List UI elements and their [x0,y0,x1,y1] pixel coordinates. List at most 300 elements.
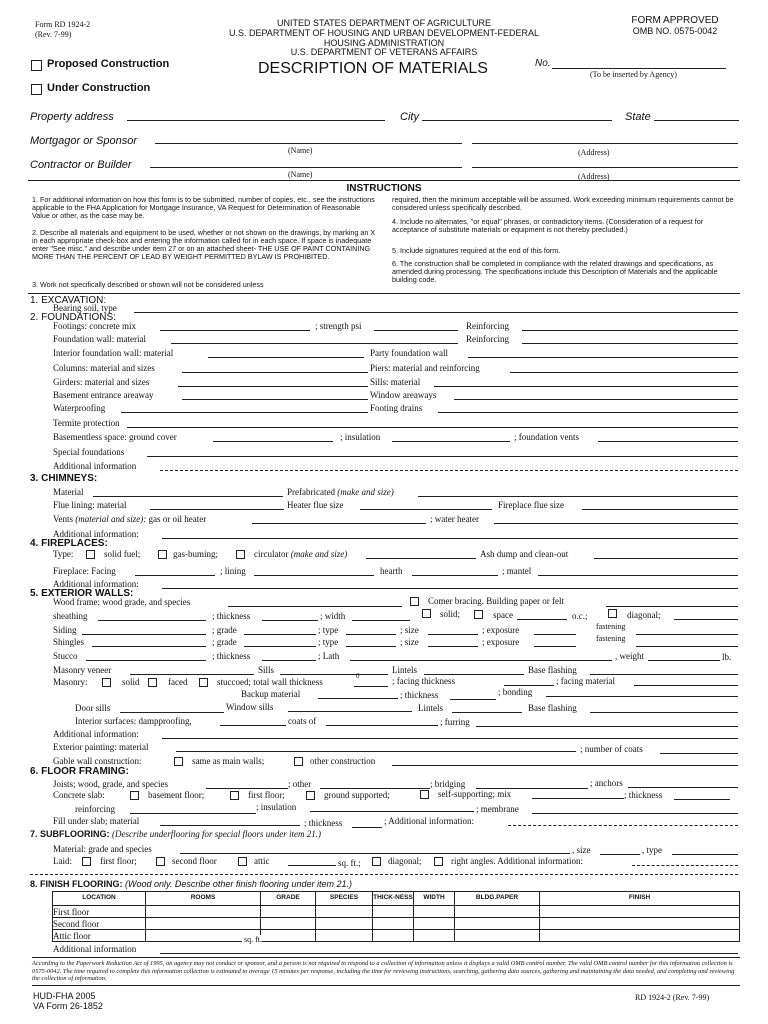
exterior-walls-title: 5. EXTERIOR WALLS: [30,588,134,599]
wall-reinforcing-field[interactable] [522,343,738,344]
finish-flooring-note: (Wood only. Describe other finish flooring under item 21.) [125,879,352,889]
hearth-label: hearth [380,566,403,576]
exterior-painting-label: Exterior painting: material [53,742,149,752]
laid-diagonal-checkbox[interactable] [372,857,381,866]
piers-label: Piers: material and reinforcing [370,363,480,373]
chimneys-additional-field[interactable] [162,538,738,539]
termite-field[interactable] [127,427,738,428]
ash-dump-label: Ash dump and clean-out [480,549,569,559]
vents-text: Vents [53,514,73,524]
ash-dump-field[interactable] [594,558,738,559]
wall-thickness-field[interactable] [354,686,388,687]
masonry-label: Masonry: [53,677,88,687]
slab-insulation-label: ; insulation [256,802,297,812]
sheathing-thickness-field[interactable] [262,620,318,621]
number-note: (To be inserted by Agency) [590,70,677,79]
instruction-5: 5. Include signatures required at the end of this form. [392,246,561,255]
fireplaces-title: 4. FIREPLACES: [30,538,108,549]
water-heater-label: ; water heater [430,514,479,524]
sheathing-diagonal-field[interactable] [674,619,738,620]
cell-grade[interactable] [261,918,316,930]
proposed-construction-checkbox[interactable] [31,60,42,71]
shingles-type-field[interactable] [346,646,396,647]
wood-frame-label: Wood frame: wood grade, and species [53,597,191,607]
contractor-name-field[interactable] [150,167,462,168]
flooring-additional-label: Additional information [53,944,137,954]
sheathing-width-label: ; width [320,611,346,621]
corner-bracing-checkbox[interactable] [410,597,419,606]
veneer-lintels-field[interactable] [424,674,524,675]
mortgagor-label: Mortgagor or Sponsor [30,135,137,147]
rd-form-footer: RD 1924-2 (Rev. 7-99) [635,993,710,1002]
masonry-solid-label: solid [122,677,140,687]
first-floor-slab-label: first floor; [248,790,285,800]
ground-supported-checkbox[interactable] [306,791,315,800]
stucco-field[interactable] [86,660,206,661]
under-construction-checkbox[interactable] [31,84,42,95]
gas-heater-text: gas or oil heater [148,514,207,524]
row-first-floor: First floor [53,906,146,918]
interior-foundation-label: Interior foundation wall: material [53,348,174,358]
shingles-grade-label: ; grade [212,637,237,647]
fill-thickness-field[interactable] [352,827,382,828]
shingles-field[interactable] [92,646,206,647]
lintels-label: Lintels [418,703,443,713]
shingles-exposure-label: ; exposure [482,637,520,647]
furring-field[interactable] [476,726,738,727]
laid-first-floor-checkbox[interactable] [82,857,91,866]
framing-additional-field[interactable] [508,825,738,826]
siding-label: Siding [53,625,77,635]
same-as-main-label: same as main walls; [192,756,265,766]
slab-insulation-field[interactable] [310,811,474,812]
coats-of-label: coats of [288,716,317,726]
bonding-label: ; bonding [498,687,533,697]
va-form-number: VA Form 26-1852 [33,1001,103,1011]
chimneys-title: 3. CHIMNEYS: [30,473,98,484]
areaway-field[interactable] [182,399,368,400]
weight-field[interactable] [648,660,720,661]
subfloor-material-label: Material: grade and species [53,844,152,854]
gable-wall-label: Gable wall construction: [53,756,142,766]
rule [28,293,740,294]
door-sills-label: Door sills [75,703,111,713]
walls-additional-field[interactable] [162,738,738,739]
agency-line-4: U.S. DEPARTMENT OF VETERANS AFFAIRS [290,47,478,57]
strength-label: ; strength psi [315,321,362,331]
framing-additional-label: ; Additional information: [384,816,474,826]
subfloor-material-field[interactable] [180,853,570,854]
instruction-3-cont: required, then the minimum acceptable will be assumed. Work exceeding minimum requirements cannot be considered unless specifically described. [392,195,734,212]
veneer-lintels-label: Lintels [392,665,417,675]
subfloor-size-label: , size [572,845,591,855]
window-areaways-label: Window areaways [370,390,437,400]
facing-field[interactable] [135,575,215,576]
circulator-note: (make and size) [290,549,348,559]
cell-attic-rooms[interactable] [146,930,261,942]
party-wall-field[interactable] [468,357,738,358]
flooring-additional-field[interactable] [160,953,738,954]
sheathing-space-checkbox[interactable] [474,610,483,619]
hearth-field[interactable] [412,575,498,576]
waterproofing-field[interactable] [121,412,368,413]
finish-flooring-title: 8. FINISH FLOORING: [30,879,123,889]
ground-supported-label: ground supported; [324,790,390,800]
dampproofing-material-field[interactable] [326,725,438,726]
cell-grade[interactable] [261,906,316,918]
bonding-field[interactable] [546,696,738,697]
slab-reinforcing-field[interactable] [130,813,256,814]
cell-finish[interactable] [540,930,740,942]
foundation-wall-field[interactable] [171,343,458,344]
furring-label: ; furring [440,717,470,727]
right-angles-checkbox[interactable] [434,857,443,866]
cell-species[interactable] [316,930,373,942]
instruction-6: 6. The construction shall be completed in compliance with the related drawings and specifications, as amended during processing. The specifications include this Description of Materials and the applicable building code. [392,259,718,284]
window-areaways-field[interactable] [454,399,738,400]
veneer-base-flashing-label: Base flashing [528,665,577,675]
cell-finish[interactable] [540,906,740,918]
finish-flooring-title-line [30,879,352,889]
foundations-additional-label: Additional information [53,461,137,471]
walls-additional-label: Additional information: [53,729,139,739]
siding-size-field[interactable] [428,634,478,635]
sheathing-thickness-label: ; thickness [212,611,251,621]
laid-second-floor-checkbox[interactable] [156,857,165,866]
vents-note: (material and size): [75,514,147,524]
masonry-veneer-field[interactable] [130,674,254,675]
chimney-material-label: Material [53,487,84,497]
siding-fastening-label: fastening [596,622,626,631]
mortgagor-name-caption: (Name) [288,146,313,155]
contractor-address-field[interactable] [472,167,738,168]
subflooring-title-line [30,829,321,839]
cell-rooms[interactable] [146,918,261,930]
footings-reinforcing-label: Reinforcing [466,321,509,331]
bearing-soil-field[interactable] [134,312,738,313]
wood-frame-field[interactable] [228,606,402,607]
subfloor-size-field[interactable] [600,854,640,855]
siding-type-field[interactable] [346,634,396,635]
shingles-label: Shingles [53,637,85,647]
flue-lining-label: Flue lining: material [53,500,127,510]
mantel-label: ; mantel [502,566,532,576]
weight-label: , weight [615,651,644,661]
lath-field[interactable] [350,660,612,661]
basement-floor-checkbox[interactable] [130,791,139,800]
lintels-field[interactable] [452,712,522,713]
veneer-sills-label: Sills [258,665,275,675]
attic-sqft-field[interactable] [288,865,336,866]
cell-finish[interactable] [540,918,740,930]
footings-label: Footings: concrete mix [53,321,136,331]
prefab-field[interactable] [418,496,738,497]
cell-rooms[interactable] [146,906,261,918]
mortgagor-name-field[interactable] [155,143,462,144]
lining-field[interactable] [254,575,374,576]
sheathing-field[interactable] [98,620,206,621]
slab-mix-field[interactable] [532,798,624,799]
girders-field[interactable] [178,386,368,387]
instructions-title: INSTRUCTIONS [346,183,422,194]
termite-label: Termite protection [53,418,120,428]
shingles-exposure-field[interactable] [534,646,576,647]
rule [28,180,740,181]
slab-thickness-label: ; thickness [624,790,663,800]
cell-bldg-paper[interactable] [455,930,540,942]
facing-material-field[interactable] [634,685,738,686]
shingles-grade-field[interactable] [244,646,316,647]
membrane-field[interactable] [532,813,738,814]
window-sills-field[interactable] [288,711,412,712]
form-number: Form RD 1924-2 [35,20,91,29]
foundations-additional-field[interactable] [160,470,738,471]
cell-species[interactable] [316,918,373,930]
number-field[interactable] [552,68,726,69]
subfloor-additional-field[interactable] [632,865,738,866]
self-supporting-checkbox[interactable] [420,790,429,799]
number-of-coats-label: ; number of coats [580,744,643,754]
property-address-field[interactable] [127,120,385,121]
water-heater-field[interactable] [494,523,738,524]
footings-reinforcing-field[interactable] [522,330,738,331]
gas-burning-checkbox[interactable] [158,550,167,559]
mortgagor-address-caption: (Address) [578,148,610,157]
laid-second-floor-label: second floor [172,856,217,866]
window-sills-label: Window sills [226,702,274,712]
instruction-2: 2. Describe all materials and equipment to be used, whether or not shown on the drawings, by marking an X in each appropriate check-box and entering the information called for in each space. If space is inadequate enter "See misc." and describe under item 27 or on an attached sheet- THE USE OF PAINT CONTAINING MORE THAN THE PERCENT OF LEAD BY WEIGHT PERMITTED BYLAW IS PROHIBITED. [32,228,376,261]
table-row [53,918,740,930]
form-revision: (Rev. 7-99) [35,30,72,39]
right-angles-label: right angles. Additional information: [451,856,583,866]
backup-thickness-field[interactable] [450,699,496,700]
building-paper-field[interactable] [606,606,738,607]
cell-width[interactable] [414,930,455,942]
circulator-label [254,549,347,559]
solid-fuel-checkbox[interactable] [86,550,95,559]
sheathing-space-field[interactable] [517,619,567,620]
fireplace-type-label: Type: [53,549,74,559]
sheathing-solid-label: solid; [440,609,461,619]
columns-field[interactable] [182,372,368,373]
col-finish: FINISH [540,892,740,906]
lath-label: ; Lath [318,651,340,661]
cell-width[interactable] [414,906,455,918]
other-construction-field[interactable] [392,765,738,766]
anchors-field[interactable] [628,787,738,788]
door-sills-field[interactable] [120,712,224,713]
mortgagor-address-field[interactable] [472,143,738,144]
sheathing-width-field[interactable] [352,620,410,621]
subfloor-type-field[interactable] [672,854,738,855]
concrete-slab-label: Concrete slab: [53,790,105,800]
excavation-title: 1. EXCAVATION: [30,295,107,306]
siding-fastening-field[interactable] [636,634,738,635]
joists-field[interactable] [206,788,288,789]
proposed-construction-label: Proposed Construction [47,58,170,70]
corner-bracing-label: Comer bracing. Building paper or felt [428,596,564,606]
masonry-faced-checkbox[interactable] [148,678,157,687]
self-supporting-label: self-supporting; mix [438,789,512,799]
gas-burning-label: gas-buming; [173,549,218,559]
col-species: SPECIES [316,892,373,906]
table-row [53,930,740,942]
footing-drains-field[interactable] [438,412,738,413]
cell-width[interactable] [414,918,455,930]
foundation-vents-field[interactable] [598,441,738,442]
attic-sqft-label: sq. ft.; [338,858,361,868]
cell-species[interactable] [316,906,373,918]
sheathing-diagonal-checkbox[interactable] [608,609,617,618]
agency-line-1: UNITED STATES DEPARTMENT OF AGRICULTURE [276,18,492,28]
facing-material-label: ; facing material [556,676,615,686]
contractor-label: Contractor or Builder [30,159,132,171]
cell-bldg-paper[interactable] [455,918,540,930]
other-construction-checkbox[interactable] [294,757,303,766]
city-label: City [400,111,419,123]
shingles-fastening-field[interactable] [636,646,738,647]
siding-type-label: ; type [318,625,339,635]
col-width: WIDTH [414,892,455,906]
cell-thickness[interactable] [373,930,414,942]
shingles-size-label: ; size [400,637,419,647]
membrane-label: ; membrane [476,804,519,814]
number-label: No. [535,58,551,69]
heater-flue-label: Heater flue size [287,500,344,510]
exterior-painting-field[interactable] [176,751,576,752]
footing-drains-label: Footing drains [370,403,423,413]
areaway-label: Basement entrance areaway [53,390,154,400]
laid-diagonal-label: diagonal; [388,856,422,866]
facing-thickness-field[interactable] [504,685,554,686]
col-grade: GRADE [261,892,316,906]
joists-other-field[interactable] [320,788,430,789]
form-title: DESCRIPTION OF MATERIALS [258,60,488,77]
mantel-field[interactable] [538,575,738,576]
masonry-stuccoed-label: stuccoed; total wall thickness [217,677,323,687]
cell-thickness[interactable] [373,906,414,918]
interior-foundation-field[interactable] [208,357,364,358]
state-field[interactable] [654,120,739,121]
subfloor-type-label: , type [642,845,662,855]
same-as-main-checkbox[interactable] [174,757,183,766]
instruction-4: 4. Include no alternates, "or equal" phrases, or contradictory items. (Consideration of a request for acceptance of substitute materials or equipment is not thereby precluded.) [392,217,704,234]
girders-label: Girders: material and sizes [53,377,150,387]
siding-grade-field[interactable] [244,634,316,635]
instruction-1: 1. For additional information on how this form is to be submitted, number of copies, etc., see the instructions applicable to the FHA Application for Mortgage Insurance, VA Request for Determination of Reasonable Value or other, as the case may be. [32,195,375,220]
vents-label [53,514,206,524]
backup-material-field[interactable] [318,698,398,699]
wall-thickness-value: 0 [356,672,360,680]
strength-field[interactable] [374,330,458,331]
flue-lining-field[interactable] [150,509,284,510]
shingles-type-label: ; type [318,637,339,647]
circulator-field[interactable] [366,558,476,559]
special-foundations-field[interactable] [147,456,738,457]
dampproofing-coats-field[interactable] [220,725,286,726]
under-construction-label: Under Construction [47,82,151,94]
base-flashing-field[interactable] [590,712,738,713]
masonry-veneer-label: Masonry veneer [53,665,112,675]
sheathing-solid-checkbox[interactable] [422,609,431,618]
joists-other-label: ; other [288,779,312,789]
instruction-3: 3. Work not specifically described or shown will not be considered unless [32,280,264,289]
oc-label: o.c.; [572,611,588,621]
masonry-stuccoed-checkbox[interactable] [199,678,208,687]
slab-thickness-field[interactable] [674,799,730,800]
sills-label: Sills: material [370,377,421,387]
shingles-size-field[interactable] [428,646,478,647]
slab-reinforcing-label: reinforcing [75,804,115,814]
subfloor-additional-line[interactable] [30,874,738,875]
footings-mix-field[interactable] [160,330,310,331]
sills-field[interactable] [434,386,738,387]
cell-thickness[interactable] [373,918,414,930]
veneer-base-flashing-field[interactable] [590,674,738,675]
prefab-note: (make and size) [337,487,394,497]
fill-thickness-label: ; thickness [304,818,343,828]
siding-field[interactable] [82,634,206,635]
base-flashing-label: Base flashing [528,703,577,713]
circulator-checkbox[interactable] [236,550,245,559]
stucco-thickness-label: ; thickness [212,651,251,661]
stucco-thickness-field[interactable] [262,660,316,661]
bridging-label: ; bridging [430,779,466,789]
agency-line-3: HOUSING ADMINISTRATION [323,38,445,48]
fireplaces-additional-field[interactable] [162,588,738,589]
table-row [53,906,740,918]
heater-flue-field[interactable] [360,509,492,510]
chimney-material-field[interactable] [93,496,283,497]
fill-material-field[interactable] [160,825,300,826]
gas-heater-field[interactable] [252,523,426,524]
shingles-fastening-label: fastening [596,634,626,643]
fireplace-flue-label: Fireplace flue size [498,500,564,510]
masonry-solid-checkbox[interactable] [102,678,111,687]
city-field[interactable] [422,120,612,121]
basementless-label: Basementless space: ground cover [53,432,177,442]
foundation-wall-label: Foundation wall: material [53,334,146,344]
laid-label: Laid: [53,856,72,866]
table-header-row [53,892,740,906]
siding-exposure-field[interactable] [534,634,576,635]
subflooring-title: 7. SUBFLOORING: [30,829,110,839]
backup-material-label: Backup material [241,689,301,699]
contractor-address-caption: (Address) [578,172,610,181]
cell-bldg-paper[interactable] [455,906,540,918]
number-of-coats-field[interactable] [660,753,738,754]
sheathing-space-label: space [493,610,513,620]
cell-grade[interactable] [261,930,316,942]
piers-field[interactable] [510,372,738,373]
col-rooms: ROOMS [146,892,261,906]
fireplace-flue-field[interactable] [582,509,738,510]
backup-thickness-label: ; thickness [400,690,439,700]
ground-cover-field[interactable] [213,441,333,442]
attic-sqft-suffix: sq. ft. [244,935,262,944]
laid-attic-checkbox[interactable] [238,857,247,866]
basement-floor-label: basement floor; [148,790,205,800]
columns-label: Columns: material and sizes [53,363,155,373]
fireplaces-additional-label: Additional information: [53,579,139,589]
interior-surfaces-label: Interior surfaces: dampproofing, [75,716,192,726]
first-floor-slab-checkbox[interactable] [230,791,239,800]
veneer-sills-field[interactable] [280,674,388,675]
lb-label: lb. [722,652,732,662]
foundation-vents-label: ; foundation vents [514,432,579,442]
insulation-field[interactable] [392,441,510,442]
floor-framing-title: 6. FLOOR FRAMING: [30,766,129,777]
